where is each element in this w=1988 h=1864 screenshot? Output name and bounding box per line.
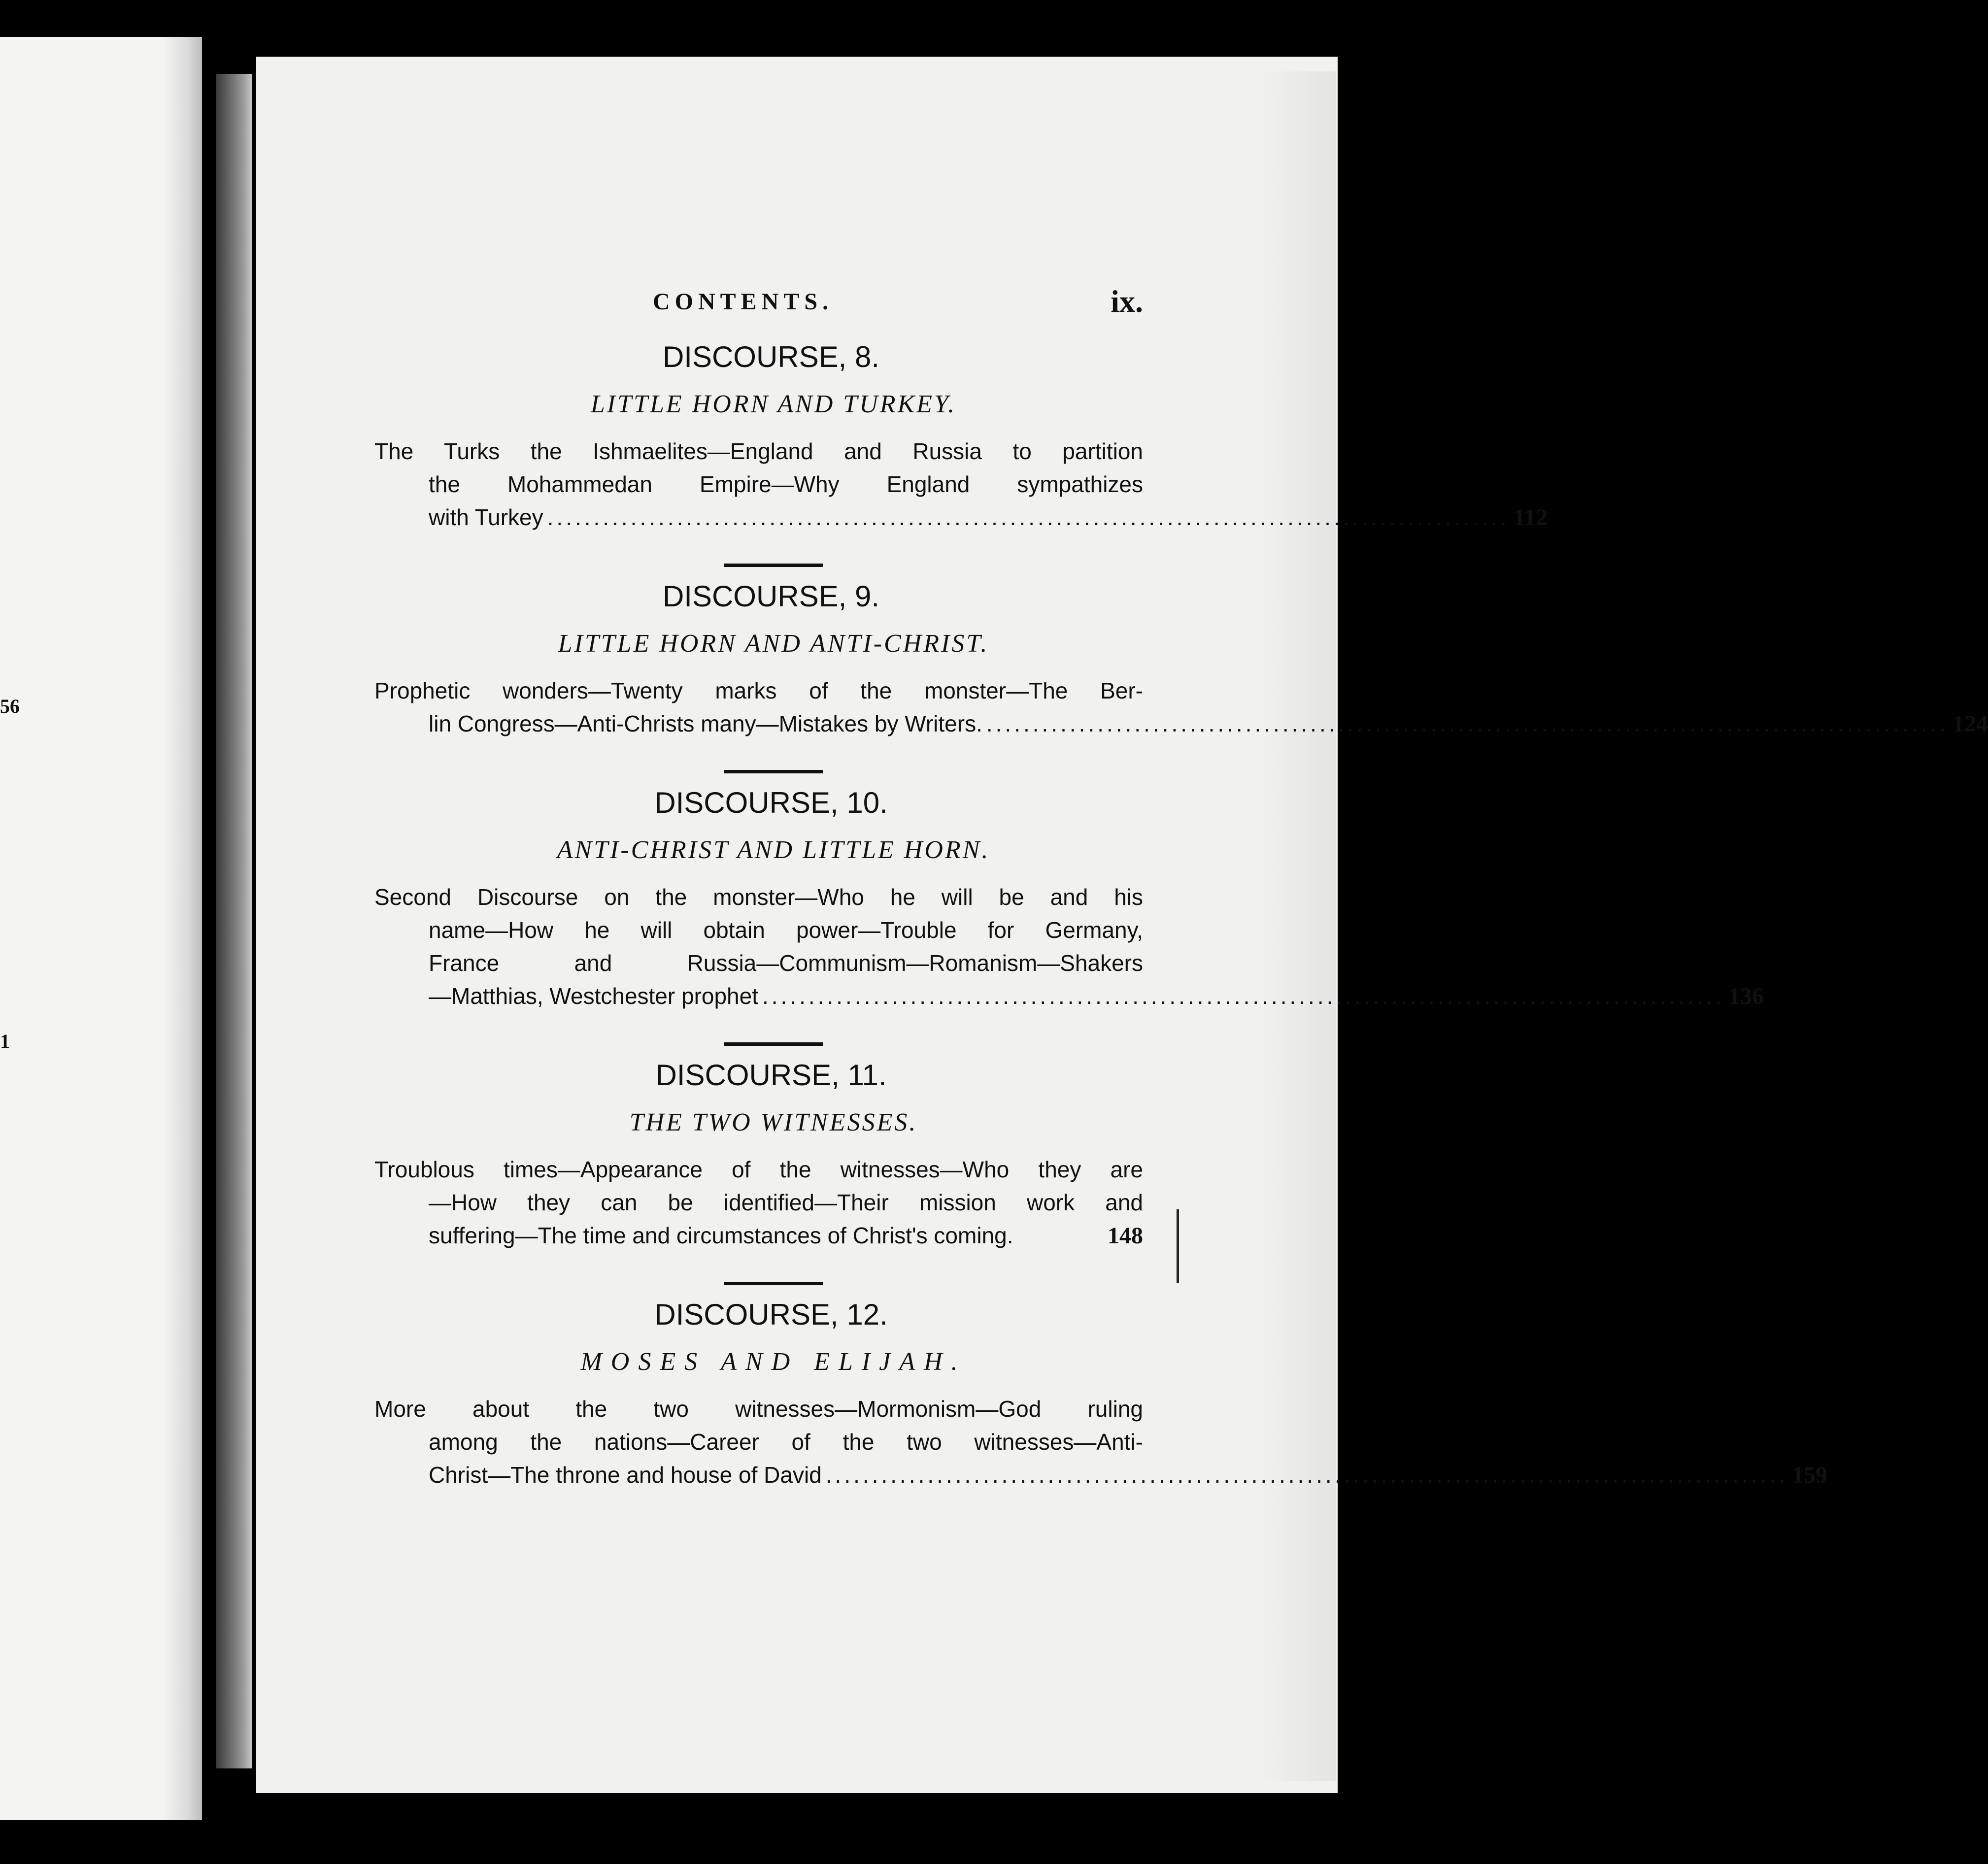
- section-rule: [724, 1042, 823, 1046]
- summary-line: Second Discourse on the monster—Who he will be and his: [374, 884, 1143, 910]
- summary-line: More about the two witnesses—Mormonism—God ruling: [374, 1396, 1143, 1422]
- page-reference: 136: [1728, 983, 1764, 1009]
- discourse-subtitle: LITTLE HORN AND TURKEY.: [590, 390, 957, 418]
- right-page-edge: [1261, 71, 1336, 1781]
- discourse-title: DISCOURSE, 8.: [662, 340, 880, 373]
- spine-shadow: [216, 74, 252, 1768]
- discourse-subtitle: MOSES AND ELIJAH.: [580, 1348, 967, 1376]
- dot-leader: ........................................................................................................: [762, 983, 1725, 1009]
- discourse-entry: [374, 786, 1764, 1046]
- discourse-summary: [374, 1153, 1143, 1252]
- summary-line: name—How he will obtain power—Trouble for Germany,: [429, 917, 1143, 943]
- discourse-title: DISCOURSE, 11.: [655, 1059, 887, 1092]
- discourse-title: DISCOURSE, 10.: [654, 786, 888, 819]
- discourse-entry: [374, 1061, 1143, 1285]
- page-reference: 124: [1953, 711, 1988, 737]
- dot-leader: ........................................................................................................: [547, 504, 1510, 530]
- discourse-title: DISCOURSE, 12.: [654, 1298, 888, 1331]
- summary-line: Christ—The throne and house of David: [429, 1462, 822, 1488]
- discourse-summary: [374, 1393, 1827, 1492]
- discourse-entry: [374, 580, 1988, 773]
- contents-heading: CONTENTS.: [653, 289, 834, 315]
- discourse-subtitle: LITTLE HORN AND ANTI-CHRIST.: [558, 630, 989, 658]
- summary-line: —How they can be identified—Their mission work and: [429, 1190, 1143, 1215]
- dot-leader: ........................................................................................................: [825, 1462, 1788, 1488]
- discourse-entry: [374, 340, 1548, 567]
- contents-page: [374, 283, 1988, 1492]
- summary-line: Prophetic wonders—Twenty marks of the monster—The Ber-: [374, 678, 1143, 703]
- page-reference: 148: [1108, 1223, 1143, 1249]
- margin-mark: [1177, 1209, 1179, 1283]
- discourse-subtitle: THE TWO WITNESSES.: [629, 1108, 918, 1136]
- left-page-edge-mark: 1: [0, 1030, 10, 1052]
- discourse-summary: [374, 674, 1988, 740]
- section-rule: [724, 770, 823, 773]
- discourse-summary: [374, 881, 1764, 1013]
- left-page-shadow: [163, 37, 202, 1820]
- discourse-title: DISCOURSE, 9.: [662, 580, 880, 613]
- page-reference: 112: [1513, 504, 1548, 531]
- summary-line: Troublous times—Appearance of the witnesses—Who they are: [374, 1157, 1143, 1182]
- left-page-edge-mark: 56: [0, 695, 20, 717]
- summary-line: —Matthias, Westchester prophet: [429, 983, 758, 1009]
- page-number: ix.: [1111, 284, 1143, 319]
- discourse-summary: [374, 435, 1548, 534]
- summary-line: lin Congress—Anti-Christs many—Mistakes by Writers.: [429, 711, 982, 736]
- summary-line: France and Russia—Communism—Romanism—Shakers: [429, 950, 1143, 976]
- running-header: [374, 283, 1143, 328]
- summary-line: among the nations—Career of the two witnesses—Anti-: [429, 1429, 1143, 1455]
- discourse-subtitle: ANTI-CHRIST AND LITTLE HORN.: [557, 836, 990, 864]
- dot-leader: ........................................................................................................: [986, 711, 1949, 736]
- discourse-entry: [374, 1298, 1827, 1492]
- section-rule: [724, 564, 823, 567]
- summary-line: suffering—The time and circumstances of Christ's coming.: [429, 1223, 1013, 1248]
- summary-line: The Turks the Ishmaelites—England and Russia to partition: [374, 438, 1143, 464]
- section-rule: [724, 1282, 823, 1285]
- summary-line: with Turkey: [429, 504, 543, 530]
- page-reference: 159: [1791, 1462, 1827, 1488]
- summary-line: the Mohammedan Empire—Why England sympathizes: [429, 471, 1143, 497]
